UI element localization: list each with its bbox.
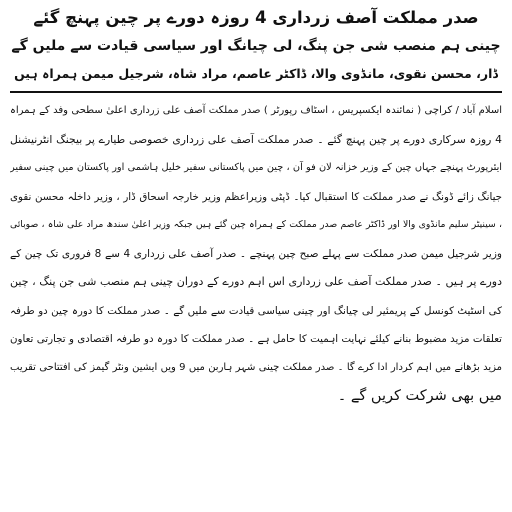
body-line-8: کی اسٹیٹ کونسل کے پریمئیر لی چیانگ اور چینی سیاسی قیادت سے ملیں گے ۔ صدر مملکت کا دورہ چین دو طرفہ xyxy=(10,304,502,317)
body-line-5: ، سینیٹر سلیم مانڈوی والا اور ڈاکٹر عاصم صدر مملکت کے ہمراہ چین گئے ہیں جبکہ وزیر اعلیٰ سندھ مراد علی شاہ ، صوبائی xyxy=(10,219,502,230)
body-line-4: جیانگ زائے ڈونگ نے صدر مملکت کا استقبال کیا۔ ڈپٹی وزیراعظم وزیر خارجہ اسحاق ڈار ، وزیر داخلہ محسن نقوی xyxy=(10,190,502,203)
body-line-11: میں بھی شرکت کریں گے ۔ xyxy=(337,388,502,404)
article-headline: صدر مملکت آصف زرداری 4 روزہ دورے پر چین پہنچ گئے xyxy=(33,8,479,27)
body-line-2: 4 روزہ سرکاری دورے پر چین پہنچ گئے ۔ صدر مملکت آصف علی زرداری خصوصی طیارے پر بیجنگ انٹرنیشنل xyxy=(10,132,502,146)
body-line-6: وزیر شرجیل میمن صدر مملکت سے پہلے صبح چین پہنچے ۔ صدر آصف علی زرداری 4 سے 8 فروری تک چین کے xyxy=(10,247,502,260)
article-subheadline-2: ڈار، محسن نقوی، مانڈوی والا، ڈاکٹر عاصم، مراد شاہ، شرجیل میمن ہمراہ ہیں xyxy=(14,66,498,81)
body-line-10: مزید بڑھانے میں اہم کردار ادا کرے گا ۔ صدر مملکت چینی شہر ہاربن میں 9 ویں ایشین ونٹر گیمز کی افتتاحی تقریب xyxy=(10,361,502,373)
article-body xyxy=(10,97,502,411)
body-line-3: ایئرپورٹ پہنچے جہاں چین کے وزیر خزانہ لان فو آن ، چین میں پاکستانی سفیر خلیل ہاشمی اور پاکستان میں چینی سفیر xyxy=(10,162,502,173)
article-subheadline-1: چینی ہم منصب شی جن پنگ، لی چیانگ اور سیاسی قیادت سے ملیں گے xyxy=(11,38,501,54)
body-line-7: دورے پر ہیں ۔ صدر مملکت آصف علی زرداری اس اہم دورے کے دوران چینی ہم منصب شی جن پنگ ، چین xyxy=(10,275,502,288)
body-line-1: اسلام آباد / کراچی ( نمائندہ ایکسپریس ، اسٹاف رپورٹر ) صدر مملکت آصف علی زرداری اعلیٰ سطحی وفد کے ہمراہ xyxy=(10,105,502,116)
headline-divider xyxy=(10,91,502,93)
body-line-9: تعلقات مزید مضبوط بنانے کیلئے نہایت اہمیت کا حامل ہے ۔ صدر مملکت کا دورہ دو طرفہ اقتصادی و تجارتی تعاون xyxy=(10,333,502,345)
